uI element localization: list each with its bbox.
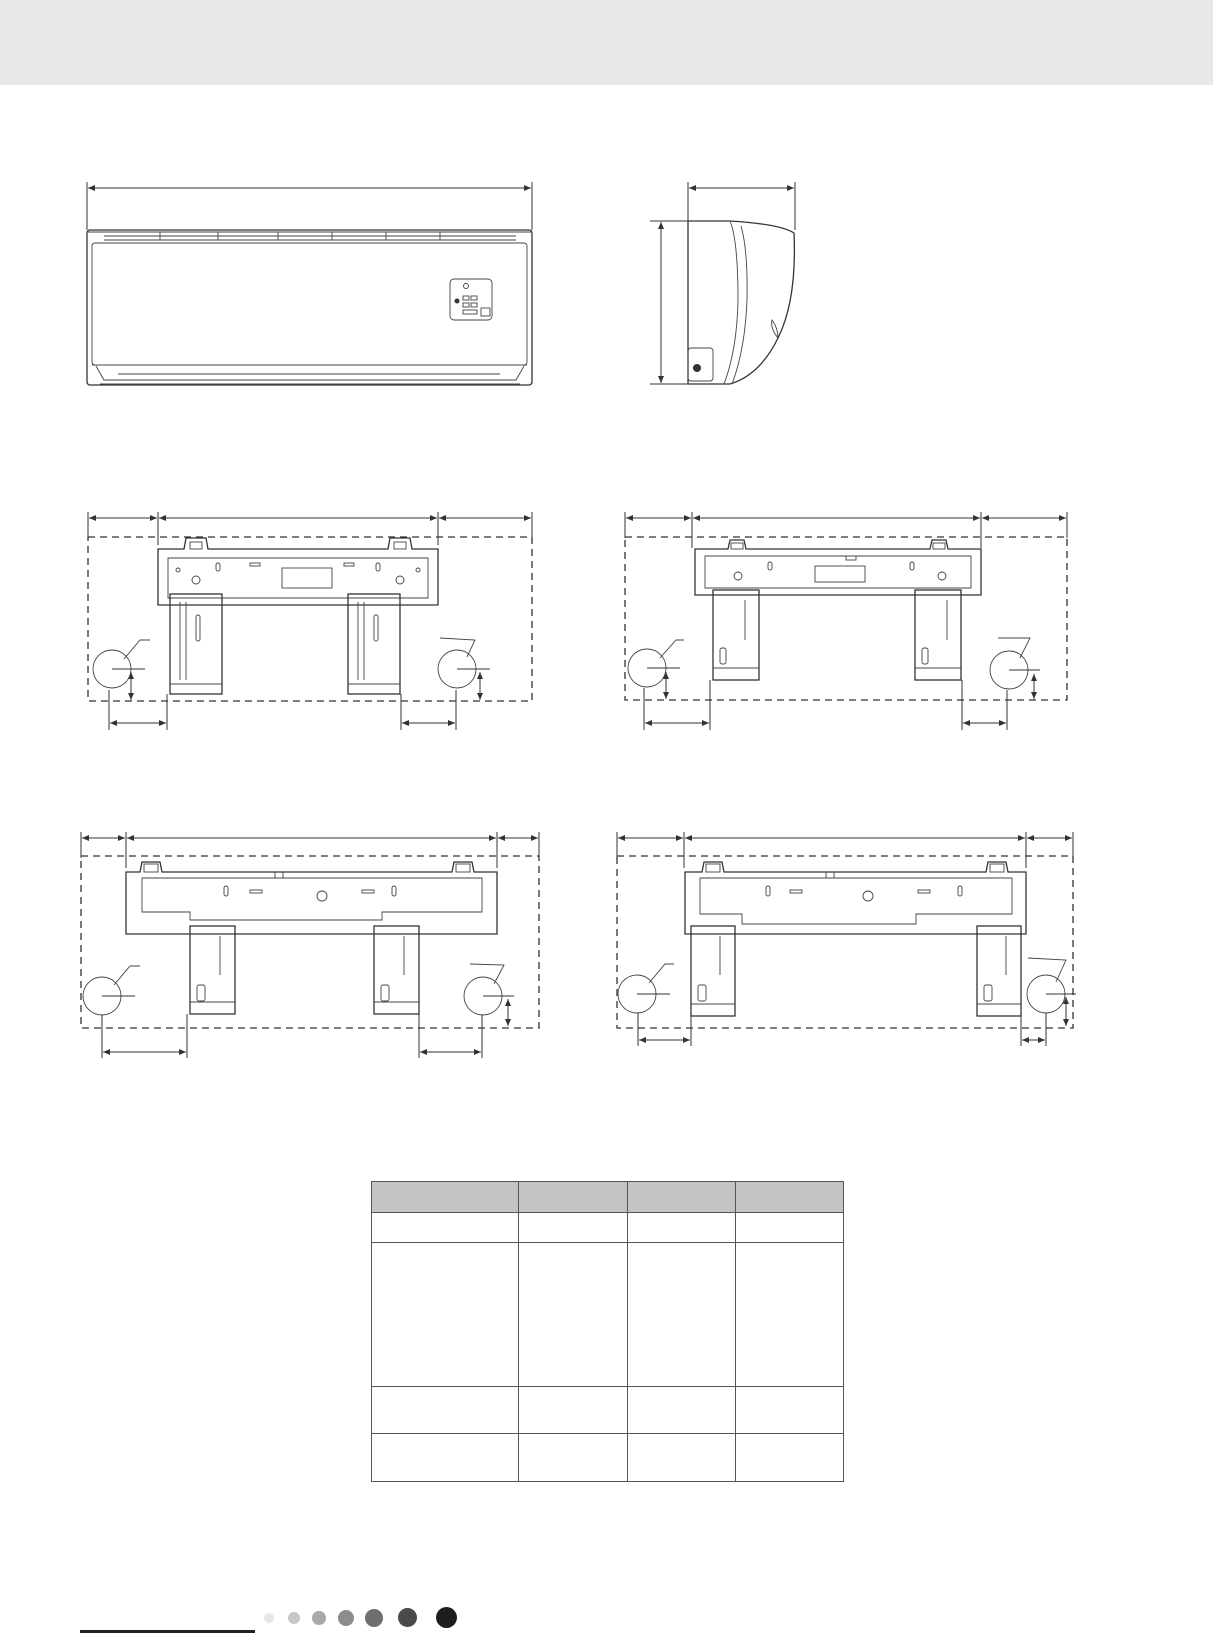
footer-dot bbox=[288, 1612, 300, 1624]
table-row bbox=[372, 1213, 844, 1243]
footer-dot bbox=[312, 1611, 326, 1625]
table-cell bbox=[372, 1243, 519, 1387]
table-cell bbox=[628, 1213, 736, 1243]
table-cell bbox=[519, 1243, 628, 1387]
table-cell bbox=[372, 1387, 519, 1434]
table-cell bbox=[628, 1243, 736, 1387]
footer-dot bbox=[398, 1608, 417, 1627]
table-cell bbox=[628, 1182, 736, 1213]
table-cell bbox=[736, 1387, 844, 1434]
table-cell bbox=[519, 1182, 628, 1213]
mounting-plate-type-b bbox=[625, 512, 1067, 730]
indoor-unit-side-view bbox=[650, 182, 795, 384]
dimension-table bbox=[371, 1181, 844, 1482]
table-cell bbox=[372, 1182, 519, 1213]
table-row bbox=[372, 1434, 844, 1482]
table-row bbox=[372, 1243, 844, 1387]
table-cell bbox=[736, 1213, 844, 1243]
table-cell bbox=[628, 1387, 736, 1434]
table-cell bbox=[519, 1213, 628, 1243]
table-row bbox=[372, 1387, 844, 1434]
table-cell bbox=[736, 1243, 844, 1387]
mounting-plate-type-a bbox=[88, 512, 532, 730]
mounting-plate-type-d bbox=[617, 832, 1076, 1046]
mounting-plate-type-c bbox=[81, 832, 539, 1058]
table-cell bbox=[628, 1434, 736, 1482]
table-cell bbox=[372, 1434, 519, 1482]
table-cell bbox=[519, 1434, 628, 1482]
table-header-row bbox=[372, 1182, 844, 1213]
footer-rule bbox=[80, 1630, 255, 1633]
table-cell bbox=[519, 1387, 628, 1434]
table-cell bbox=[736, 1434, 844, 1482]
footer-dot bbox=[264, 1613, 274, 1623]
footer-dot bbox=[365, 1609, 383, 1627]
table-cell bbox=[736, 1182, 844, 1213]
footer-dot bbox=[338, 1610, 354, 1626]
footer-dot bbox=[436, 1607, 457, 1628]
table-cell bbox=[372, 1213, 519, 1243]
indoor-unit-front-view bbox=[87, 182, 532, 385]
